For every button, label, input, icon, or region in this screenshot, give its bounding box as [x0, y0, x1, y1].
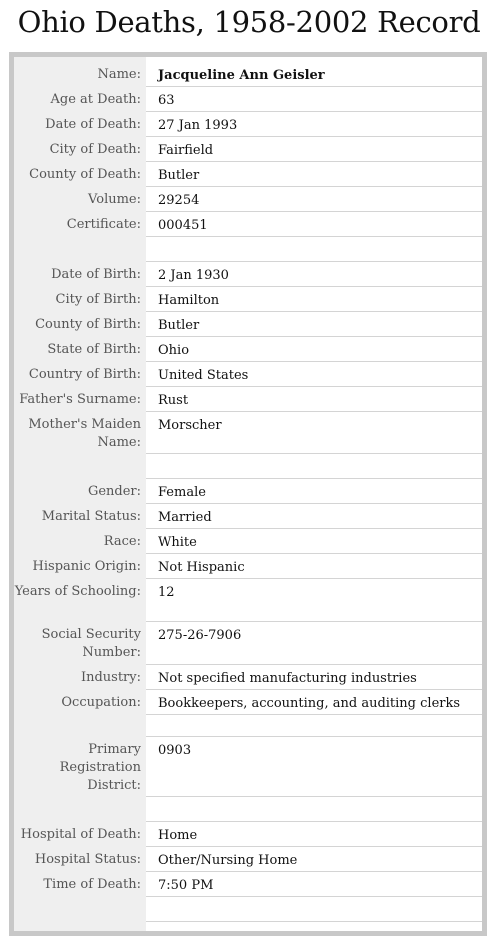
- field-label: Marital Status:: [41, 509, 141, 524]
- field-label: Hispanic Origin:: [32, 559, 141, 574]
- record-row: [14, 454, 482, 479]
- record-row: [14, 312, 482, 337]
- field-value: 63: [158, 93, 175, 108]
- field-value: [158, 797, 478, 802]
- field-label: Age at Death:: [50, 92, 141, 107]
- record-row: [14, 262, 482, 287]
- field-value: 275-26-7906: [158, 628, 242, 643]
- field-label: [14, 715, 141, 719]
- record-row: [14, 387, 482, 412]
- record-row: [14, 412, 482, 454]
- field-value: [158, 715, 478, 720]
- record-row: [14, 479, 482, 504]
- record-row: [14, 872, 482, 897]
- field-value: [158, 897, 478, 902]
- field-label: Hospital Status:: [34, 852, 141, 867]
- field-label: Volume:: [88, 192, 141, 207]
- field-value: Jacqueline Ann Geisler: [158, 68, 325, 83]
- field-value: Female: [158, 485, 206, 500]
- field-label: Date of Death:: [45, 117, 141, 132]
- field-value: Morscher: [158, 418, 222, 433]
- field-value: Bookkeepers, accounting, and auditing clerks: [158, 696, 461, 711]
- field-label: Father's Surname:: [19, 392, 141, 407]
- row-divider: [146, 921, 482, 922]
- record-row: [14, 337, 482, 362]
- field-label: Industry:: [80, 670, 141, 685]
- record-row: [14, 690, 482, 715]
- record-row: [14, 162, 482, 187]
- field-label: County of Death:: [29, 167, 141, 182]
- field-label: Race:: [103, 534, 141, 549]
- record-row: [14, 579, 482, 622]
- field-value: Not specified manufacturing industries: [158, 671, 417, 686]
- record-row: [14, 897, 482, 922]
- field-label: Date of Birth:: [51, 267, 141, 282]
- field-label: Certificate:: [66, 217, 141, 232]
- record-row: [14, 715, 482, 737]
- field-label: Country of Birth:: [28, 367, 141, 382]
- field-label: [14, 797, 141, 801]
- field-value: 29254: [158, 193, 200, 208]
- record-row: [14, 87, 482, 112]
- record-row: [14, 797, 482, 822]
- field-label: Social Security Number:: [41, 627, 141, 660]
- record-row: [14, 622, 482, 665]
- field-value: Ohio: [158, 343, 190, 358]
- field-value: 0903: [158, 743, 192, 758]
- field-value: Rust: [158, 393, 189, 408]
- field-label: [14, 454, 141, 458]
- field-label: City of Death:: [49, 142, 141, 157]
- field-value: Butler: [158, 168, 200, 183]
- record-row: [14, 665, 482, 690]
- field-label: Primary Registration District:: [59, 742, 141, 793]
- field-label: Name:: [97, 67, 141, 82]
- field-label: County of Birth:: [35, 317, 141, 332]
- record-row: [14, 137, 482, 162]
- field-value: [158, 237, 478, 242]
- record-row: [14, 822, 482, 847]
- record-row: [14, 287, 482, 312]
- field-label: Mother's Maiden Name:: [28, 417, 141, 450]
- record-row: [14, 112, 482, 137]
- field-value: [158, 454, 478, 459]
- record-row: [14, 212, 482, 237]
- record-row: [14, 62, 482, 87]
- record-row: [14, 187, 482, 212]
- field-label: City of Birth:: [55, 292, 141, 307]
- field-label: Occupation:: [61, 695, 141, 710]
- record-row: [14, 362, 482, 387]
- field-value: United States: [158, 368, 249, 383]
- field-value: Hamilton: [158, 293, 220, 308]
- field-value: 2 Jan 1930: [158, 268, 229, 283]
- field-label: Years of Schooling:: [14, 584, 141, 599]
- field-label: Gender:: [87, 484, 141, 499]
- field-label: State of Birth:: [47, 342, 141, 357]
- field-value: 27 Jan 1993: [158, 118, 238, 133]
- field-value: Married: [158, 510, 212, 525]
- field-value: Butler: [158, 318, 200, 333]
- field-value: Other/Nursing Home: [158, 853, 298, 868]
- record-frame: [9, 52, 487, 936]
- field-label: Time of Death:: [43, 877, 141, 892]
- field-value: Fairfield: [158, 143, 214, 158]
- record-row: [14, 529, 482, 554]
- record-row: [14, 504, 482, 529]
- field-value: 12: [158, 585, 175, 600]
- page-title: Ohio Deaths, 1958-2002 Record: [17, 5, 481, 39]
- field-label: [14, 237, 141, 241]
- record-row: [14, 847, 482, 872]
- field-label: Hospital of Death:: [20, 827, 141, 842]
- field-value: 000451: [158, 218, 208, 233]
- record-row: [14, 737, 482, 797]
- field-label: [14, 897, 141, 901]
- field-value: White: [158, 535, 197, 550]
- field-value: Home: [158, 828, 198, 843]
- field-value: 7:50 PM: [158, 878, 214, 893]
- record-row: [14, 554, 482, 579]
- record-table: [14, 57, 482, 931]
- record-row: [14, 237, 482, 262]
- field-value: Not Hispanic: [158, 560, 245, 575]
